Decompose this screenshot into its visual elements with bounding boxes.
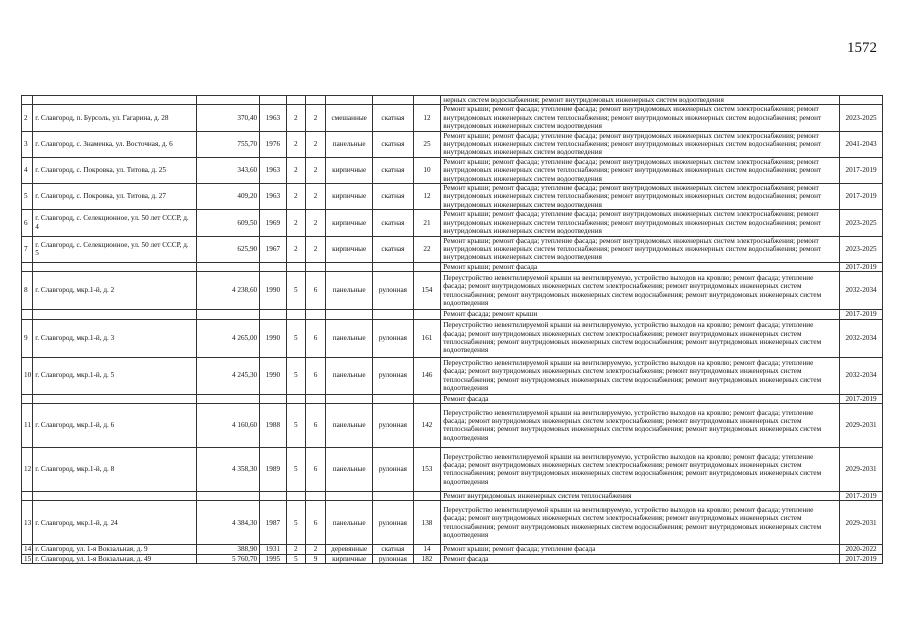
entrances-cell: 2	[305, 236, 325, 262]
apartments-cell: 154	[413, 272, 440, 310]
period-cell: 2023-2025	[840, 210, 883, 236]
area-cell: 625,90	[197, 236, 260, 262]
apartments-cell	[413, 96, 440, 105]
table-row	[22, 501, 883, 545]
works-cell: Переустройство невентилируемой крыши на вентилируемую, устройство выходов на кровлю; ремонт фасада; утепление фасада; ремонт внутридомовых инженерных систем электроснабжения; ремонт внутридомовых инженерных систем теплоснабжения; ремонт внутридомовых инженерных систем водоснабжения; ремонт внутридомовых инженерных систем водоотведения	[441, 403, 840, 447]
apartments-cell: 142	[413, 403, 440, 447]
roof-cell	[373, 262, 414, 271]
table-row	[22, 310, 883, 319]
area-cell: 4 265,00	[197, 319, 260, 357]
table-body	[22, 96, 883, 564]
period-cell: 2017-2019	[840, 491, 883, 500]
entrances-cell: 6	[305, 403, 325, 447]
capital-repair-table	[21, 95, 883, 564]
entrances-cell: 6	[305, 319, 325, 357]
works-cell: Переустройство невентилируемой крыши на вентилируемую, устройство выходов на кровлю; ремонт фасада; утепление фасада; ремонт внутридомовых инженерных систем электроснабжения; ремонт внутридомовых инженерных систем теплоснабжения; ремонт внутридомовых инженерных систем водоснабжения; ремонт внутридомовых инженерных систем водоотведения	[441, 501, 840, 545]
year-cell: 1987	[260, 501, 286, 545]
roof-cell: скатная	[373, 210, 414, 236]
floors-cell	[286, 491, 305, 500]
period-cell: 2029-2031	[840, 447, 883, 491]
works-cell: Переустройство невентилируемой крыши на вентилируемую, устройство выходов на кровлю; ремонт фасада; утепление фасада; ремонт внутридомовых инженерных систем электроснабжения; ремонт внутридомовых инженерных систем теплоснабжения; ремонт внутридомовых инженерных систем водоснабжения; ремонт внутридомовых инженерных систем водоотведения	[441, 272, 840, 310]
entrances-cell	[305, 491, 325, 500]
walls-cell: панельные	[326, 131, 373, 157]
area-cell: 4 160,60	[197, 403, 260, 447]
entrances-cell: 6	[305, 272, 325, 310]
period-cell: 2017-2019	[840, 310, 883, 319]
walls-cell: панельные	[326, 447, 373, 491]
row-number	[22, 491, 33, 500]
roof-cell	[373, 96, 414, 105]
entrances-cell: 2	[305, 105, 325, 131]
year-cell: 1990	[260, 357, 286, 394]
roof-cell: рулонная	[373, 357, 414, 394]
area-cell: 370,40	[197, 105, 260, 131]
roof-cell: скатная	[373, 105, 414, 131]
row-number	[22, 262, 33, 271]
works-cell: Ремонт крыши; ремонт фасада; утепление фасада	[441, 545, 840, 554]
year-cell: 1963	[260, 105, 286, 131]
period-cell: 2041-2043	[840, 131, 883, 157]
roof-cell: скатная	[373, 184, 414, 210]
floors-cell: 5	[286, 447, 305, 491]
apartments-cell: 12	[413, 184, 440, 210]
walls-cell: панельные	[326, 357, 373, 394]
year-cell	[260, 96, 286, 105]
row-number: 7	[22, 236, 33, 262]
walls-cell: кирпичные	[326, 184, 373, 210]
table-row	[22, 210, 883, 236]
works-cell: Переустройство невентилируемой крыши на вентилируемую, устройство выходов на кровлю; ремонт фасада; утепление фасада; ремонт внутридомовых инженерных систем электроснабжения; ремонт внутридомовых инженерных систем теплоснабжения; ремонт внутридомовых инженерных систем водоснабжения; ремонт внутридомовых инженерных систем водоотведения	[441, 357, 840, 394]
table-row	[22, 105, 883, 131]
area-cell	[197, 491, 260, 500]
roof-cell: рулонная	[373, 447, 414, 491]
area-cell: 409,20	[197, 184, 260, 210]
floors-cell: 5	[286, 357, 305, 394]
year-cell: 1990	[260, 319, 286, 357]
year-cell	[260, 394, 286, 403]
row-number: 9	[22, 319, 33, 357]
table-row	[22, 554, 883, 563]
table-row	[22, 491, 883, 500]
floors-cell: 2	[286, 131, 305, 157]
floors-cell: 2	[286, 236, 305, 262]
floors-cell: 5	[286, 403, 305, 447]
address-cell: г. Славгород, мкр.1-й, д. 6	[33, 403, 197, 447]
period-cell: 2017-2019	[840, 184, 883, 210]
table-row	[22, 157, 883, 183]
address-cell: г. Славгород, с. Покровка, ул. Титова, д. 25	[33, 157, 197, 183]
area-cell: 4 238,60	[197, 272, 260, 310]
period-cell: 2023-2025	[840, 105, 883, 131]
area-cell: 755,70	[197, 131, 260, 157]
year-cell: 1931	[260, 545, 286, 554]
apartments-cell: 146	[413, 357, 440, 394]
apartments-cell: 182	[413, 554, 440, 563]
period-cell: 2023-2025	[840, 236, 883, 262]
walls-cell: кирпичные	[326, 554, 373, 563]
address-cell: г. Славгород, ул. 1-я Вокзальная, д. 49	[33, 554, 197, 563]
walls-cell	[326, 394, 373, 403]
area-cell: 5 760,70	[197, 554, 260, 563]
table-row	[22, 357, 883, 394]
period-cell: 2032-2034	[840, 357, 883, 394]
apartments-cell: 22	[413, 236, 440, 262]
page-number: 1572	[847, 40, 877, 56]
entrances-cell: 2	[305, 131, 325, 157]
period-cell: 2017-2019	[840, 262, 883, 271]
floors-cell: 2	[286, 545, 305, 554]
address-cell	[33, 394, 197, 403]
address-cell: г. Славгород, мкр.1-й, д. 5	[33, 357, 197, 394]
row-number: 12	[22, 447, 33, 491]
area-cell: 4 245,30	[197, 357, 260, 394]
entrances-cell: 6	[305, 357, 325, 394]
entrances-cell: 2	[305, 545, 325, 554]
works-cell: Ремонт крыши; ремонт фасада; утепление фасада; ремонт внутридомовых инженерных систем электроснабжения; ремонт внутридомовых инженерных систем теплоснабжения; ремонт внутридомовых инженерных систем водоснабжения; ремонт внутридомовых инженерных систем водоотведения	[441, 131, 840, 157]
row-number: 4	[22, 157, 33, 183]
area-cell	[197, 310, 260, 319]
walls-cell	[326, 491, 373, 500]
entrances-cell	[305, 394, 325, 403]
apartments-cell: 21	[413, 210, 440, 236]
entrances-cell: 2	[305, 210, 325, 236]
floors-cell: 5	[286, 554, 305, 563]
floors-cell	[286, 96, 305, 105]
row-number	[22, 310, 33, 319]
year-cell: 1990	[260, 272, 286, 310]
year-cell: 1967	[260, 236, 286, 262]
table-row	[22, 131, 883, 157]
period-cell: 2032-2034	[840, 272, 883, 310]
roof-cell	[373, 491, 414, 500]
works-cell: Переустройство невентилируемой крыши на вентилируемую, устройство выходов на кровлю; ремонт фасада; утепление фасада; ремонт внутридомовых инженерных систем электроснабжения; ремонт внутридомовых инженерных систем теплоснабжения; ремонт внутридомовых инженерных систем водоснабжения; ремонт внутридомовых инженерных систем водоотведения	[441, 319, 840, 357]
floors-cell	[286, 262, 305, 271]
walls-cell	[326, 310, 373, 319]
apartments-cell	[413, 394, 440, 403]
period-cell: 2029-2031	[840, 501, 883, 545]
year-cell	[260, 310, 286, 319]
year-cell: 1989	[260, 447, 286, 491]
area-cell: 609,50	[197, 210, 260, 236]
apartments-cell: 153	[413, 447, 440, 491]
roof-cell: скатная	[373, 157, 414, 183]
year-cell: 1963	[260, 184, 286, 210]
walls-cell	[326, 96, 373, 105]
year-cell	[260, 491, 286, 500]
walls-cell: кирпичные	[326, 210, 373, 236]
area-cell: 4 358,30	[197, 447, 260, 491]
year-cell: 1995	[260, 554, 286, 563]
address-cell	[33, 310, 197, 319]
entrances-cell	[305, 262, 325, 271]
works-cell: Ремонт фасада	[441, 394, 840, 403]
table-row	[22, 96, 883, 105]
row-number: 3	[22, 131, 33, 157]
entrances-cell: 6	[305, 501, 325, 545]
roof-cell: скатная	[373, 236, 414, 262]
floors-cell: 5	[286, 319, 305, 357]
roof-cell: рулонная	[373, 272, 414, 310]
period-cell: 2017-2019	[840, 554, 883, 563]
works-cell: Ремонт крыши; ремонт фасада; утепление фасада; ремонт внутридомовых инженерных систем электроснабжения; ремонт внутридомовых инженерных систем теплоснабжения; ремонт внутридомовых инженерных систем водоснабжения; ремонт внутридомовых инженерных систем водоотведения	[441, 210, 840, 236]
apartments-cell: 14	[413, 545, 440, 554]
floors-cell: 2	[286, 105, 305, 131]
row-number: 5	[22, 184, 33, 210]
works-cell: Ремонт фасада; ремонт крыши	[441, 310, 840, 319]
entrances-cell: 2	[305, 184, 325, 210]
address-cell: г. Славгород, мкр.1-й, д. 8	[33, 447, 197, 491]
period-cell: 2032-2034	[840, 319, 883, 357]
entrances-cell: 9	[305, 554, 325, 563]
floors-cell	[286, 394, 305, 403]
apartments-cell: 10	[413, 157, 440, 183]
apartments-cell: 138	[413, 501, 440, 545]
row-number	[22, 96, 33, 105]
period-cell: 2029-2031	[840, 403, 883, 447]
row-number: 14	[22, 545, 33, 554]
address-cell: г. Славгород, мкр.1-й, д. 3	[33, 319, 197, 357]
walls-cell: деревянные	[326, 545, 373, 554]
entrances-cell	[305, 310, 325, 319]
row-number: 13	[22, 501, 33, 545]
row-number	[22, 394, 33, 403]
walls-cell: панельные	[326, 319, 373, 357]
table-row	[22, 236, 883, 262]
apartments-cell	[413, 262, 440, 271]
address-cell: г. Славгород, п. Бурсоль, ул. Гагарина, д. 28	[33, 105, 197, 131]
address-cell	[33, 262, 197, 271]
apartments-cell: 25	[413, 131, 440, 157]
period-cell: 2020-2022	[840, 545, 883, 554]
works-cell: Переустройство невентилируемой крыши на вентилируемую, устройство выходов на кровлю; ремонт фасада; утепление фасада; ремонт внутридомовых инженерных систем электроснабжения; ремонт внутридомовых инженерных систем теплоснабжения; ремонт внутридомовых инженерных систем водоснабжения; ремонт внутридомовых инженерных систем водоотведения	[441, 447, 840, 491]
row-number: 2	[22, 105, 33, 131]
table-row	[22, 319, 883, 357]
roof-cell: скатная	[373, 545, 414, 554]
table-row	[22, 272, 883, 310]
entrances-cell: 6	[305, 447, 325, 491]
table-row	[22, 447, 883, 491]
floors-cell: 5	[286, 501, 305, 545]
area-cell	[197, 394, 260, 403]
roof-cell	[373, 310, 414, 319]
roof-cell: рулонная	[373, 554, 414, 563]
row-number: 10	[22, 357, 33, 394]
works-cell: Ремонт крыши; ремонт фасада; утепление фасада; ремонт внутридомовых инженерных систем электроснабжения; ремонт внутридомовых инженерных систем теплоснабжения; ремонт внутридомовых инженерных систем водоснабжения; ремонт внутридомовых инженерных систем водоотведения	[441, 236, 840, 262]
address-cell: г. Славгород, с. Покровка, ул. Титова, д. 27	[33, 184, 197, 210]
works-cell: Ремонт внутридомовых инженерных систем теплоснабжения	[441, 491, 840, 500]
area-cell	[197, 96, 260, 105]
walls-cell: панельные	[326, 272, 373, 310]
entrances-cell: 2	[305, 157, 325, 183]
year-cell: 1988	[260, 403, 286, 447]
table-row	[22, 394, 883, 403]
floors-cell: 2	[286, 184, 305, 210]
apartments-cell	[413, 491, 440, 500]
period-cell	[840, 96, 883, 105]
works-cell: нерных систем водоснабжения; ремонт внутридомовых инженерных систем водоотведения	[441, 96, 840, 105]
table-row	[22, 184, 883, 210]
entrances-cell	[305, 96, 325, 105]
walls-cell: панельные	[326, 501, 373, 545]
walls-cell: панельные	[326, 403, 373, 447]
roof-cell: рулонная	[373, 501, 414, 545]
table-row	[22, 403, 883, 447]
address-cell: г. Славгород, с. Селекционное, ул. 50 лет СССР, д. 4	[33, 210, 197, 236]
roof-cell	[373, 394, 414, 403]
area-cell: 388,90	[197, 545, 260, 554]
address-cell: г. Славгород, с. Селекционное, ул. 50 лет СССР, д. 5	[33, 236, 197, 262]
floors-cell: 2	[286, 157, 305, 183]
apartments-cell	[413, 310, 440, 319]
row-number: 11	[22, 403, 33, 447]
address-cell: г. Славгород, ул. 1-я Вокзальная, д. 9	[33, 545, 197, 554]
row-number: 15	[22, 554, 33, 563]
works-cell: Ремонт крыши; ремонт фасада	[441, 262, 840, 271]
table-row	[22, 262, 883, 271]
works-cell: Ремонт крыши; ремонт фасада; утепление фасада; ремонт внутридомовых инженерных систем электроснабжения; ремонт внутридомовых инженерных систем теплоснабжения; ремонт внутридомовых инженерных систем водоснабжения; ремонт внутридомовых инженерных систем водоотведения	[441, 105, 840, 131]
walls-cell: кирпичные	[326, 236, 373, 262]
roof-cell: скатная	[373, 131, 414, 157]
address-cell: г. Славгород, с. Знаменка, ул. Восточная, д. 6	[33, 131, 197, 157]
roof-cell: рулонная	[373, 403, 414, 447]
works-cell: Ремонт фасада	[441, 554, 840, 563]
table-row	[22, 545, 883, 554]
year-cell	[260, 262, 286, 271]
address-cell: г. Славгород, мкр.1-й, д. 24	[33, 501, 197, 545]
address-cell	[33, 491, 197, 500]
period-cell: 2017-2019	[840, 157, 883, 183]
walls-cell: смешанные	[326, 105, 373, 131]
address-cell: г. Славгород, мкр.1-й, д. 2	[33, 272, 197, 310]
works-cell: Ремонт крыши; ремонт фасада; утепление фасада; ремонт внутридомовых инженерных систем электроснабжения; ремонт внутридомовых инженерных систем теплоснабжения; ремонт внутридомовых инженерных систем водоснабжения; ремонт внутридомовых инженерных систем водоотведения	[441, 184, 840, 210]
address-cell	[33, 96, 197, 105]
row-number: 8	[22, 272, 33, 310]
apartments-cell: 12	[413, 105, 440, 131]
walls-cell	[326, 262, 373, 271]
walls-cell: кирпичные	[326, 157, 373, 183]
row-number: 6	[22, 210, 33, 236]
year-cell: 1976	[260, 131, 286, 157]
area-cell: 343,60	[197, 157, 260, 183]
period-cell: 2017-2019	[840, 394, 883, 403]
area-cell: 4 384,30	[197, 501, 260, 545]
floors-cell	[286, 310, 305, 319]
apartments-cell: 161	[413, 319, 440, 357]
works-cell: Ремонт крыши; ремонт фасада; утепление фасада; ремонт внутридомовых инженерных систем электроснабжения; ремонт внутридомовых инженерных систем теплоснабжения; ремонт внутридомовых инженерных систем водоснабжения; ремонт внутридомовых инженерных систем водоотведения	[441, 157, 840, 183]
roof-cell: рулонная	[373, 319, 414, 357]
floors-cell: 2	[286, 210, 305, 236]
area-cell	[197, 262, 260, 271]
year-cell: 1963	[260, 157, 286, 183]
floors-cell: 5	[286, 272, 305, 310]
year-cell: 1969	[260, 210, 286, 236]
